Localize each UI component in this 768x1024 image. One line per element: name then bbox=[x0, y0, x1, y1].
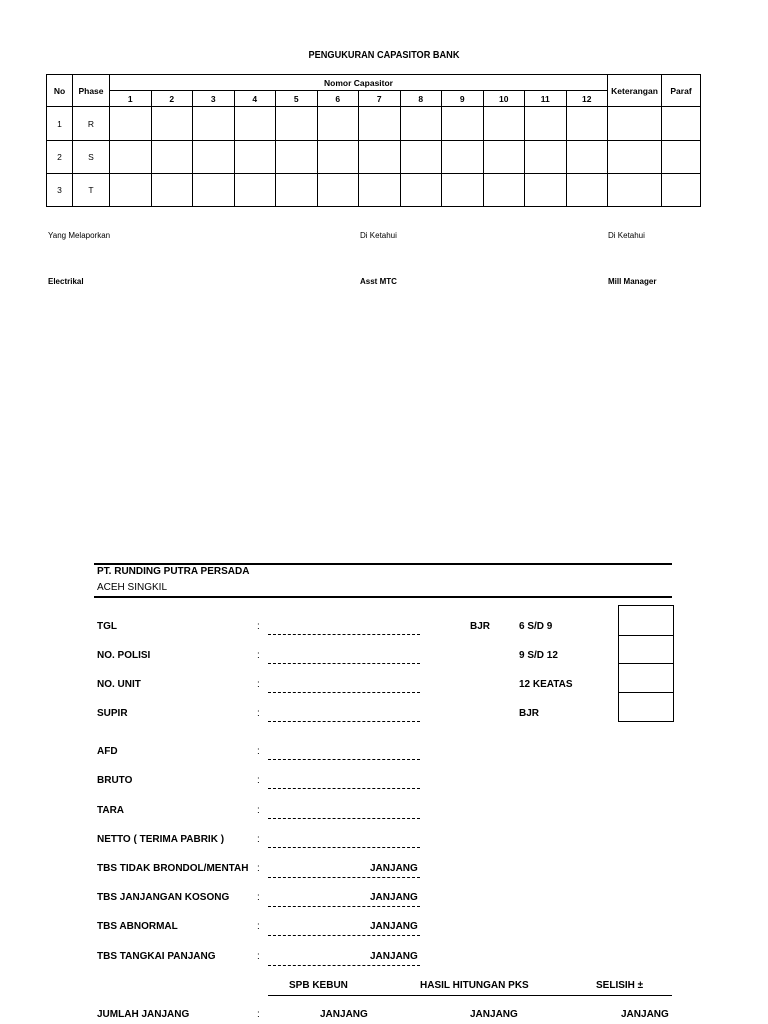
data-cell[interactable] bbox=[400, 174, 442, 207]
table-row bbox=[47, 107, 701, 141]
header-rule bbox=[94, 596, 672, 598]
data-cell[interactable] bbox=[234, 107, 276, 141]
signature-acknowledged-label-2: Di Ketahui bbox=[608, 231, 645, 240]
company-name: PT. RUNDING PUTRA PERSADA bbox=[97, 566, 250, 577]
bjr-box-6-9[interactable] bbox=[618, 605, 674, 636]
row-phase: R bbox=[73, 107, 110, 141]
data-cell[interactable] bbox=[442, 107, 484, 141]
table-row bbox=[47, 141, 701, 174]
top-rule bbox=[94, 563, 672, 565]
label-supir: SUPIR bbox=[97, 708, 128, 719]
header-cap-4: 4 bbox=[234, 91, 276, 107]
paraf-cell[interactable] bbox=[662, 174, 701, 207]
header-cap-5: 5 bbox=[276, 91, 318, 107]
row-phase: T bbox=[73, 174, 110, 207]
data-cell[interactable] bbox=[193, 141, 235, 174]
tbs-janjangan-kosong-field[interactable] bbox=[268, 906, 420, 907]
data-cell[interactable] bbox=[400, 141, 442, 174]
colon: : bbox=[257, 892, 260, 903]
header-spb-kebun: SPB KEBUN bbox=[289, 980, 348, 991]
data-cell[interactable] bbox=[525, 174, 567, 207]
header-no: No bbox=[47, 75, 73, 107]
keterangan-cell[interactable] bbox=[608, 174, 662, 207]
data-cell[interactable] bbox=[525, 141, 567, 174]
data-cell[interactable] bbox=[317, 107, 359, 141]
data-cell[interactable] bbox=[400, 107, 442, 141]
bjr-label: BJR bbox=[470, 621, 491, 632]
bjr-total-label: BJR bbox=[519, 708, 540, 719]
tbs-tidak-brondol-field[interactable] bbox=[268, 877, 420, 878]
supir-field[interactable] bbox=[268, 721, 420, 722]
label-no-polisi: NO. POLISI bbox=[97, 650, 151, 661]
data-cell[interactable] bbox=[359, 174, 401, 207]
data-cell[interactable] bbox=[359, 107, 401, 141]
header-cap-7: 7 bbox=[359, 91, 401, 107]
table-row bbox=[47, 174, 701, 207]
data-cell[interactable] bbox=[276, 174, 318, 207]
page-title: PENGUKURAN CAPASITOR BANK bbox=[308, 50, 460, 61]
netto-field[interactable] bbox=[268, 847, 420, 848]
signature-mill-manager: Mill Manager bbox=[608, 277, 657, 286]
header-cap-1: 1 bbox=[110, 91, 152, 107]
header-selisih: SELISIH ± bbox=[596, 980, 644, 991]
label-tbs-janjangan-kosong: TBS JANJANGAN KOSONG bbox=[97, 892, 230, 903]
unit-janjang: JANJANG bbox=[370, 892, 418, 903]
paraf-cell[interactable] bbox=[662, 107, 701, 141]
capacitor-table bbox=[46, 74, 701, 207]
header-nomor-capasitor: Nomor Capasitor bbox=[110, 75, 608, 91]
unit-janjang: JANJANG bbox=[370, 921, 418, 932]
data-cell[interactable] bbox=[110, 174, 152, 207]
data-cell[interactable] bbox=[359, 141, 401, 174]
data-cell[interactable] bbox=[110, 107, 152, 141]
data-cell[interactable] bbox=[483, 107, 525, 141]
header-cap-3: 3 bbox=[193, 91, 235, 107]
data-cell[interactable] bbox=[525, 107, 567, 141]
colon: : bbox=[257, 775, 260, 786]
colon: : bbox=[257, 679, 260, 690]
tbs-tangkai-panjang-field[interactable] bbox=[268, 965, 420, 966]
header-cap-12: 12 bbox=[566, 91, 608, 107]
company-location: ACEH SINGKIL bbox=[97, 582, 168, 593]
tgl-field[interactable] bbox=[268, 634, 420, 635]
label-no-unit: NO. UNIT bbox=[97, 679, 141, 690]
label-afd: AFD bbox=[97, 746, 118, 757]
label-tbs-tangkai-panjang: TBS TANGKAI PANJANG bbox=[97, 951, 216, 962]
signature-asst-mtc: Asst MTC bbox=[360, 277, 397, 286]
header-keterangan: Keterangan bbox=[608, 75, 662, 107]
keterangan-cell[interactable] bbox=[608, 107, 662, 141]
no-unit-field[interactable] bbox=[268, 692, 420, 693]
header-cap-6: 6 bbox=[317, 91, 359, 107]
data-cell[interactable] bbox=[442, 141, 484, 174]
data-cell[interactable] bbox=[234, 141, 276, 174]
row-no: 2 bbox=[47, 141, 73, 174]
header-hasil-hitungan-pks: HASIL HITUNGAN PKS bbox=[420, 980, 529, 991]
jumlah-pks-unit: JANJANG bbox=[470, 1009, 518, 1020]
colon: : bbox=[257, 746, 260, 757]
colon: : bbox=[257, 951, 260, 962]
header-cap-8: 8 bbox=[400, 91, 442, 107]
signature-electrikal: Electrikal bbox=[48, 277, 84, 286]
header-cap-11: 11 bbox=[525, 91, 567, 107]
colon: : bbox=[257, 621, 260, 632]
colon: : bbox=[257, 650, 260, 661]
paraf-cell[interactable] bbox=[662, 141, 701, 174]
data-cell[interactable] bbox=[566, 141, 608, 174]
signature-reporter-label: Yang Melaporkan bbox=[48, 231, 111, 240]
unit-janjang: JANJANG bbox=[370, 951, 418, 962]
bjr-box-9-12[interactable] bbox=[618, 635, 674, 664]
label-bruto: BRUTO bbox=[97, 775, 133, 786]
bjr-box-12-up[interactable] bbox=[618, 664, 674, 693]
tbs-abnormal-field[interactable] bbox=[268, 935, 420, 936]
label-tara: TARA bbox=[97, 805, 125, 816]
bjr-box-total[interactable] bbox=[618, 693, 674, 722]
header-cap-9: 9 bbox=[442, 91, 484, 107]
label-jumlah-janjang: JUMLAH JANJANG bbox=[97, 1009, 190, 1020]
jumlah-selisih-unit: JANJANG bbox=[621, 1009, 669, 1020]
data-cell[interactable] bbox=[276, 107, 318, 141]
unit-janjang: JANJANG bbox=[370, 863, 418, 874]
colon: : bbox=[257, 834, 260, 845]
data-cell[interactable] bbox=[110, 141, 152, 174]
signature-acknowledged-label: Di Ketahui bbox=[360, 231, 397, 240]
row-phase: S bbox=[73, 141, 110, 174]
data-cell[interactable] bbox=[566, 107, 608, 141]
data-cell[interactable] bbox=[193, 174, 235, 207]
bjr-range-12-up: 12 KEATAS bbox=[519, 679, 573, 690]
data-cell[interactable] bbox=[317, 141, 359, 174]
data-cell[interactable] bbox=[234, 174, 276, 207]
jumlah-spb-unit: JANJANG bbox=[320, 1009, 368, 1020]
bjr-range-6-9: 6 S/D 9 bbox=[519, 621, 553, 632]
header-phase: Phase bbox=[73, 75, 110, 107]
row-no: 1 bbox=[47, 107, 73, 141]
bjr-range-9-12: 9 S/D 12 bbox=[519, 650, 558, 661]
colon: : bbox=[257, 708, 260, 719]
header-cap-10: 10 bbox=[483, 91, 525, 107]
data-cell[interactable] bbox=[193, 107, 235, 141]
data-cell[interactable] bbox=[483, 174, 525, 207]
colon: : bbox=[257, 1009, 260, 1020]
label-tgl: TGL bbox=[97, 621, 117, 632]
label-netto: NETTO ( TERIMA PABRIK ) bbox=[97, 834, 225, 845]
data-cell[interactable] bbox=[151, 107, 193, 141]
data-cell[interactable] bbox=[317, 174, 359, 207]
colon: : bbox=[257, 863, 260, 874]
header-cap-2: 2 bbox=[151, 91, 193, 107]
colon: : bbox=[257, 805, 260, 816]
header-paraf: Paraf bbox=[662, 75, 701, 107]
data-cell[interactable] bbox=[483, 141, 525, 174]
bruto-field[interactable] bbox=[268, 788, 420, 789]
comparison-rule bbox=[268, 995, 672, 996]
label-tbs-abnormal: TBS ABNORMAL bbox=[97, 921, 178, 932]
row-no: 3 bbox=[47, 174, 73, 207]
colon: : bbox=[257, 921, 260, 932]
data-cell[interactable] bbox=[276, 141, 318, 174]
data-cell[interactable] bbox=[151, 174, 193, 207]
no-polisi-field[interactable] bbox=[268, 663, 420, 664]
keterangan-cell[interactable] bbox=[608, 141, 662, 174]
data-cell[interactable] bbox=[151, 141, 193, 174]
label-tbs-tidak-brondol: TBS TIDAK BRONDOL/MENTAH bbox=[97, 863, 249, 874]
data-cell[interactable] bbox=[442, 174, 484, 207]
afd-field[interactable] bbox=[268, 759, 420, 760]
data-cell[interactable] bbox=[566, 174, 608, 207]
tara-field[interactable] bbox=[268, 818, 420, 819]
